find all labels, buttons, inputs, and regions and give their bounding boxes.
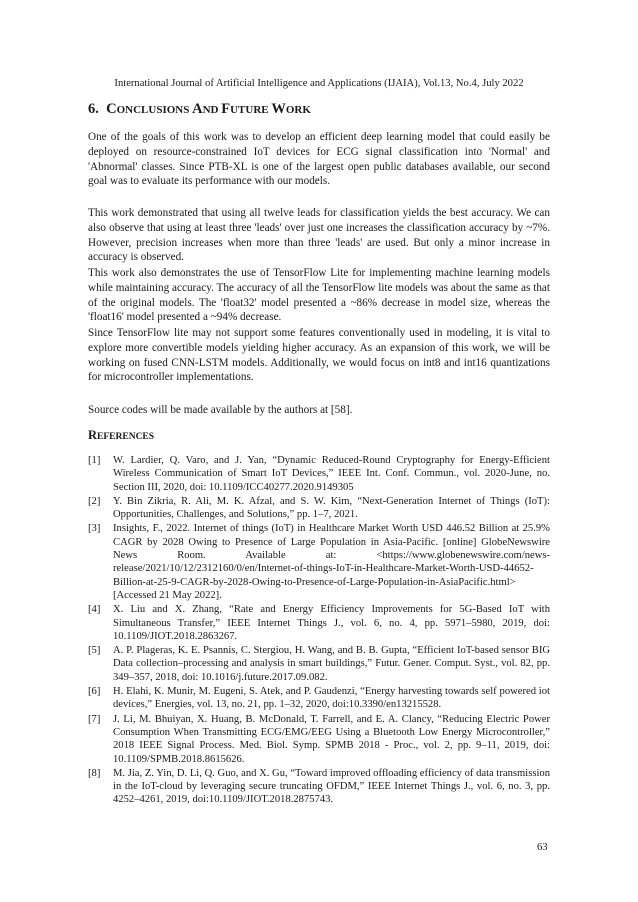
reference-text: X. Liu and X. Zhang, “Rate and Energy Efficiency Improvements for 5G-Based IoT with Simultaneous Transfer,” IEEE Internet Things J., vol. 6, no. 4, pp. 5971–5980, 2019, doi: 10.1109/JIOT.2018.2863267. (113, 604, 550, 642)
paragraph: Source codes will be made available by the authors at [58]. (88, 404, 353, 416)
reference-number: [3] (88, 523, 101, 535)
reference-text: J. Li, M. Bhuiyan, X. Huang, B. McDonald, T. Farrell, and E. A. Clancy, “Reducing Electric Power Consumption When Transmitting ECG/EMG/EEG Using a Bluetooth Low Energy Microcontroller,” 2018 IEEE Signal Process. Med. Biol. Symp. SPMB 2018 - Proc., vol. 2, pp. 9–11, 2019, doi: 10.1109/SPMB.2018.8615626. (113, 713, 550, 765)
paragraph: This work demonstrated that using all twelve leads for classification yields the best accuracy. We can also observe that using at least three 'leads' over just one increases the classification accuracy by ~7%. However, precision increases when more than three 'leads' are used. But only a minor increase in accuracy is observed. (88, 207, 550, 264)
reference-number: [4] (88, 604, 101, 616)
reference-item (88, 603, 550, 643)
page-number: 63 (537, 842, 548, 853)
reference-number: [2] (88, 495, 101, 507)
reference-text: M. Jia, Z. Yin, D. Li, Q. Guo, and X. Gu, “Toward improved offloading efficiency of data transmission in the IoT-cloud by leveraging secure truncating OFDM,” IEEE Internet Things J., vol. 6, no. 3, pp. 4252–4261, 2019, doi:10.1109/JIOT.2018.2875743. (113, 767, 550, 806)
reference-number: [6] (88, 686, 101, 698)
reference-number: [5] (88, 645, 101, 657)
reference-item (88, 495, 550, 522)
reference-item (88, 644, 550, 684)
reference-text: Y. Bin Zikria, R. Ali, M. K. Afzal, and S. W. Kim, “Next-Generation Internet of Things (IoT): Opportunities, Challenges, and Solutions,” pp. 1–7, 2021. (113, 495, 550, 521)
reference-item (88, 454, 550, 494)
reference-text: H. Elahi, K. Munir, M. Eugeni, S. Atek, and P. Gaudenzi, “Energy harvesting towards self powered iot devices,” Energies, vol. 13, no. 21, pp. 1–32, 2020, doi:10.3390/en13215528. (113, 686, 550, 711)
references-heading: REFERENCES (88, 428, 155, 442)
reference-text: A. P. Plageras, K. E. Psannis, C. Stergiou, H. Wang, and B. B. Gupta, “Efficient IoT-based sensor BIG Data collection–processing and analysis in smart buildings,” Futur. Gener. Comput. Syst., vol. 82, pp. 349–357, 2018, doi: 10.1016/j.future.2017.09.082. (113, 645, 550, 683)
reference-item (88, 685, 550, 712)
reference-number: [1] (88, 455, 101, 466)
section-number: 6. (88, 101, 99, 117)
paragraph: One of the goals of this work was to develop an efficient deep learning model that could easily be deployed on resource-constrained IoT devices for ECG signal classification into 'Normal' and 'Abnormal' classes. Since PTB-XL is one of the largest open public databases available, our second goal was to evaluate its performance with our models. (88, 131, 550, 188)
reference-item (88, 522, 550, 602)
reference-list (88, 454, 550, 808)
paragraph: This work also demonstrates the use of TensorFlow Lite for implementing machine learning models while maintaining accuracy. The accuracy of all the TensorFlow lite models was about the same as that of the original models. The 'float32' model presented a ~86% decrease in model size, whereas the 'float16' model presented a ~94% decrease. (88, 267, 550, 324)
reference-number: [8] (88, 767, 101, 779)
reference-item (88, 713, 550, 766)
section-title: 6. CONCLUSIONS AND FUTURE WORK (88, 101, 311, 117)
running-header: International Journal of Artificial Intelligence and Applications (IJAIA), Vol.13, No.4, July 2022 (114, 78, 524, 89)
reference-item (88, 767, 550, 807)
reference-text: Insights, F., 2022. Internet of things (IoT) in Healthcare Market Worth USD 446.52 Billion at 25.9% CAGR by 2028 Owing to Presence of Large Population in Asia-Pacific. [online] GlobeNewswire News Room. Available at: <https://www.globenewswire.com/news-release/2021/10/12/2312160/0/en/Internet-of-things-IoT-in-Healthcare-Market-Worth-USD-44652-Billion-at-25-9-CAGR-by-2028-Owing-to-Presence-of-Large-Population-in-AsiaPacific.html> [Accessed 21 May 2022]. (113, 523, 550, 601)
reference-number: [7] (88, 713, 101, 725)
reference-text: W. Lardier, Q. Varo, and J. Yan, “Dynamic Reduced-Round Cryptography for Energy-Efficient Wireless Communication of Smart IoT Devices,” IEEE Int. Conf. Commun., vol. 2020-June, no. Section III, 2020, doi: 10.1109/ICC40277.2020.9149305 (113, 455, 550, 493)
paragraph: Since TensorFlow lite may not support some features conventionally used in modeling, it is vital to explore more convertible models yielding higher accuracy. As an expansion of this work, we will be working on fused CNN-LSTM models. Additionally, we would focus on int8 and int16 quantizations for microcontroller implementations. (88, 327, 550, 384)
